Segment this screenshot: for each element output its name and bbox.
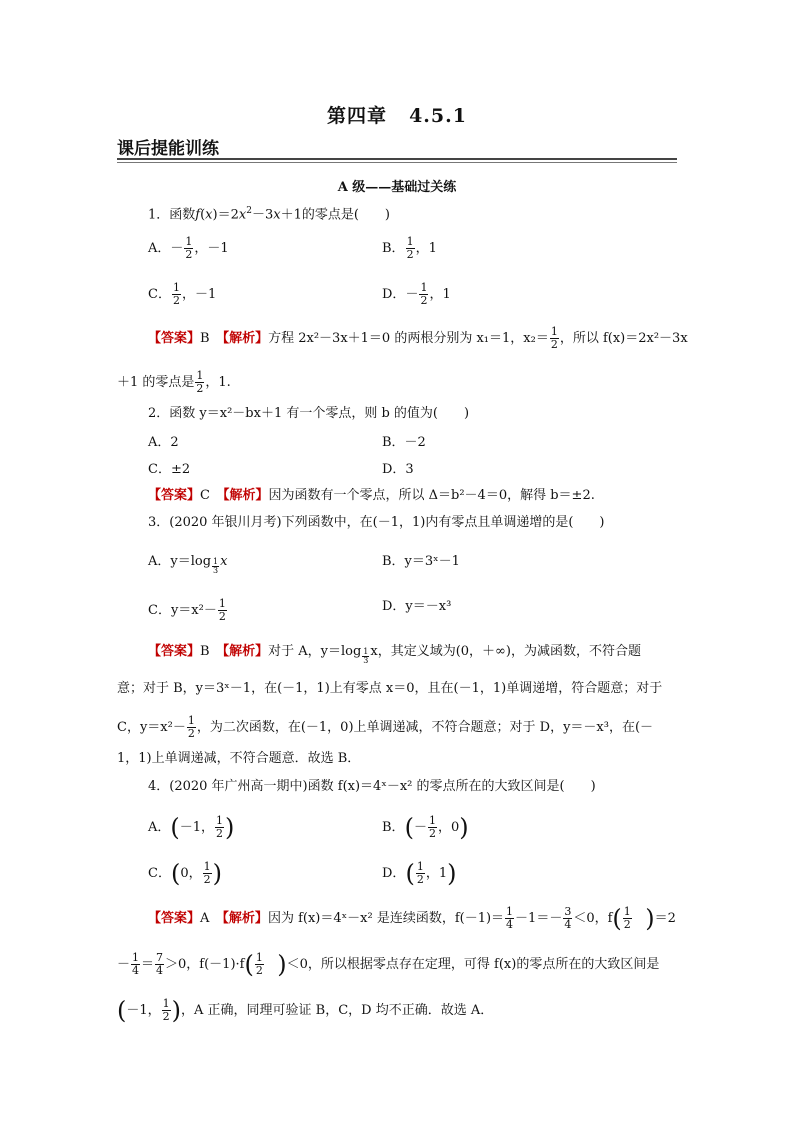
divider-thin — [117, 162, 677, 163]
chapter-label: 第四章 — [327, 105, 388, 127]
section-heading: 课后提能训练 — [117, 139, 219, 159]
q4-option-d: D．( $\frac{1}{2}$ ，1) — [382, 859, 457, 888]
q1-analysis-line1: 【答案】B 【解析】方程 2x²－3x＋1＝0 的两根分别为 x₁＝1，x₂＝ $\frac{1}{2}$ ，所以 f(x)＝2x²－3x — [148, 325, 688, 351]
q2-stem: 2．函数 y＝x²－bx＋1 有一个零点，则 b 的值为( ) — [148, 406, 470, 421]
q3-analysis-line3: C，y＝x²－ $\frac{1}{2}$ ，为二次函数，在(－1，0)上单调递减，不符合题意；对于 D，y＝－x³，在(－ — [117, 714, 654, 740]
section-number: 4.5.1 — [409, 105, 467, 127]
page-title — [0, 101, 794, 128]
q2-analysis: 【答案】C 【解析】因为函数有一个零点，所以 Δ＝b²－4＝0，解得 b＝±2. — [148, 488, 595, 503]
q2-option-c: C．±2 — [148, 462, 191, 477]
q4-option-c: C．(0， $\frac{1}{2}$ ) — [148, 859, 222, 888]
q2-option-b: B．－2 — [382, 435, 426, 450]
q3-analysis-line4: 1，1)上单调递减，不符合题意．故选 B． — [117, 751, 361, 766]
divider — [117, 158, 677, 160]
q4-analysis-line3: (－1， $\frac{1}{2}$ )，A 正确，同理可验证 B，C，D 均不正确．故选 A． — [117, 996, 494, 1025]
q2-option-d: D．3 — [382, 462, 414, 477]
q3-option-a: A．y＝log $_{\frac{1}{3}}$ x — [148, 554, 228, 575]
q1-stem: 1．函数$f(x)=2x^2-3x+1$的零点是( ) — [148, 206, 390, 223]
q3-option-c: C．y＝x²－ $\frac{1}{2}$ — [148, 597, 226, 623]
q1-analysis-line2: ＋1 的零点是 $\frac{1}{2}$ ，1. — [117, 369, 231, 395]
q4-stem: 4．(2020 年广州高一期中)函数 f(x)＝4ˣ－x² 的零点所在的大致区间是( ) — [148, 779, 596, 794]
q4-analysis-line2: － $\frac{1}{4}$ ＝ $\frac{7}{4}$ ＞0，f(－1)·f( $\frac{1}{2}$ )＜0，所以根据零点存在定理，可得 f(x)的零点所在的大致区间是 — [117, 950, 660, 979]
q3-analysis-line2: 意；对于 B，y＝3ˣ－1，在(－1，1)上有零点 x＝0，且在(－1，1)单调递增，符合题意；对于 — [117, 681, 663, 696]
q1-option-d: D．－ $\frac{1}{2}$ ，1 — [382, 281, 451, 307]
q4-option-a: A．(－1， $\frac{1}{2}$ ) — [148, 813, 235, 842]
q3-stem: 3．(2020 年银川月考)下列函数中，在(－1，1)内有零点且单调递增的是( ) — [148, 515, 605, 530]
level-heading: A 级——基础过关练 — [337, 180, 457, 195]
q1-option-b: B． $\frac{1}{2}$ ，1 — [382, 235, 437, 261]
q4-analysis-line1: 【答案】A 【解析】因为 f(x)＝4ˣ－x² 是连续函数，f(－1)＝ $\frac{1}{4}$ －1＝－ $\frac{3}{4}$ ＜0，f( $\frac{1}{2}$ )＝2 — [148, 904, 676, 933]
q2-option-a: A．2 — [148, 435, 179, 450]
q3-option-b: B．y＝3ˣ－1 — [382, 554, 460, 569]
q1-option-a: A．－ $\frac{1}{2}$ ，－1 — [148, 235, 229, 261]
q3-analysis-line1: 【答案】B 【解析】对于 A，y＝log $_{\frac{1}{3}}$ x，其定义域为(0，＋∞)，为减函数，不符合题 — [148, 644, 641, 665]
q1-option-c: C． $\frac{1}{2}$ ，－1 — [148, 281, 217, 307]
q4-option-b: B．(－ $\frac{1}{2}$ ，0) — [382, 813, 469, 842]
q3-option-d: D．y＝－x³ — [382, 599, 452, 614]
